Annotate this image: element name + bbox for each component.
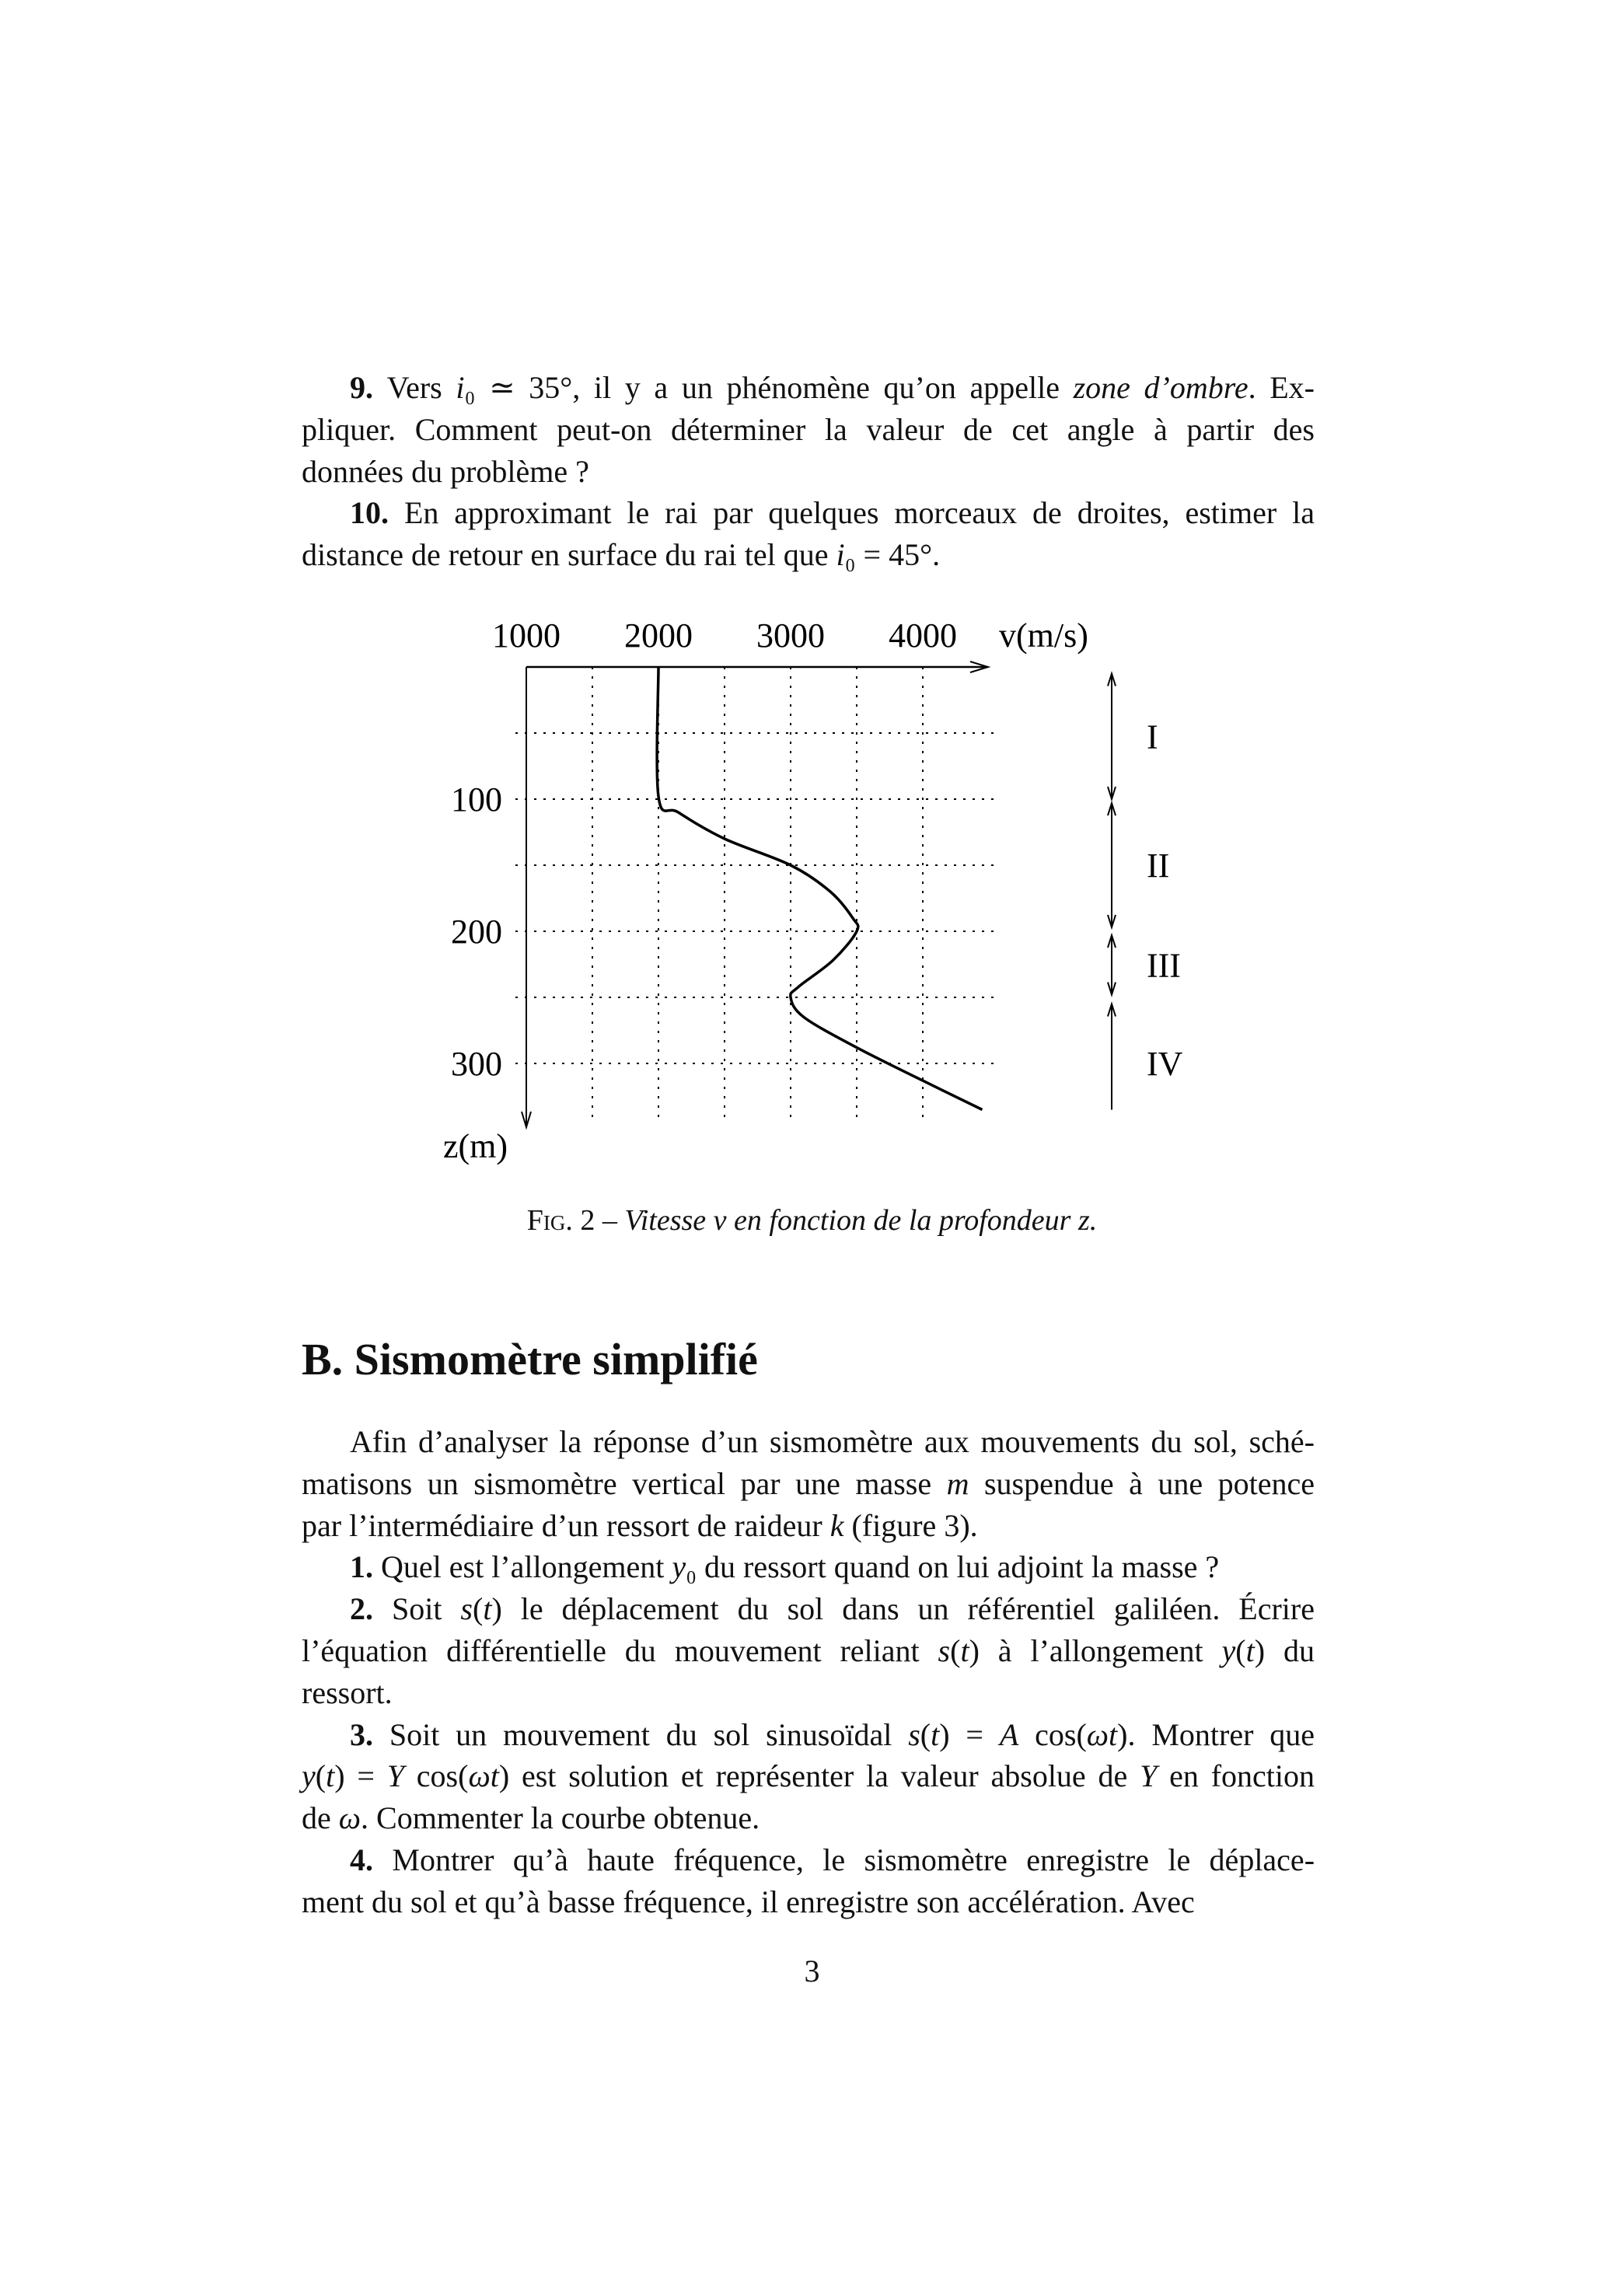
question-number: 4. xyxy=(350,1842,393,1877)
text-segment: ωt xyxy=(1086,1716,1118,1752)
text-segment: suspendue à une potence xyxy=(969,1465,1315,1501)
text-segment: y xyxy=(672,1549,686,1585)
text-segment: t xyxy=(1245,1632,1255,1668)
question-number: 3. xyxy=(350,1716,389,1752)
zone-label: I xyxy=(1147,718,1158,756)
caption-separator: – xyxy=(595,1204,625,1237)
text-segment: ) le déplacement du sol dans un référentiel galiléen. Écrire xyxy=(491,1591,1315,1627)
text-line xyxy=(302,1505,1315,1547)
text-line xyxy=(302,1630,1315,1672)
text-segment: données du problème ? xyxy=(302,453,589,489)
text-segment: ). Montrer que xyxy=(1117,1716,1315,1752)
text-segment: t xyxy=(960,1632,969,1668)
question-number: 2. xyxy=(350,1591,392,1627)
text-segment: A xyxy=(999,1716,1019,1752)
text-segment: l’équation différentielle du mouvement reliant xyxy=(302,1632,938,1668)
text-line xyxy=(302,1672,1315,1714)
text-segment: cos( xyxy=(1018,1716,1087,1752)
x-tick-label: 3000 xyxy=(756,616,825,655)
text-segment: i xyxy=(836,537,845,573)
text-segment: ) = xyxy=(334,1758,387,1794)
text-line xyxy=(302,1881,1315,1923)
y-tick-label: 300 xyxy=(451,1045,502,1083)
x-axis-label: v(m/s) xyxy=(999,616,1088,655)
caption-text: Vitesse v en fonction de la profondeur z. xyxy=(624,1204,1098,1237)
y-axis-label: z(m) xyxy=(443,1127,508,1165)
text-line xyxy=(302,534,1315,576)
question-number: 1. xyxy=(350,1549,381,1585)
text-segment: m xyxy=(946,1465,969,1501)
text-segment: en fonction xyxy=(1157,1758,1315,1794)
x-tick-label: 2000 xyxy=(624,616,693,655)
text-segment: ( xyxy=(1235,1632,1246,1668)
text-segment: par l’intermédiaire d’un ressort de raideur xyxy=(302,1507,830,1543)
text-segment: . Ex- xyxy=(1248,370,1315,405)
text-line xyxy=(302,1463,1315,1505)
text-segment: s xyxy=(938,1632,951,1668)
zone-label: III xyxy=(1147,946,1181,985)
text-line xyxy=(302,367,1315,409)
x-tick-label: 1000 xyxy=(492,616,561,655)
paragraphs-bottom xyxy=(302,1421,1315,1923)
velocity-depth-figure xyxy=(389,606,1205,1174)
y-tick-label: 200 xyxy=(451,913,502,951)
text-segment: y xyxy=(302,1758,316,1794)
text-line xyxy=(302,1797,1315,1839)
page-number: 3 xyxy=(804,1954,820,1988)
text-segment: Soit un mouvement du sol sinusoïdal xyxy=(389,1716,909,1752)
text-segment: Y xyxy=(1140,1758,1158,1794)
text-segment: t xyxy=(326,1758,335,1794)
text-line xyxy=(302,1546,1315,1588)
text-segment: k xyxy=(829,1507,844,1543)
text-segment: ment du sol et qu’à basse fréquence, il enregistre son accélération. Avec xyxy=(302,1884,1195,1919)
text-segment: matisons un sismomètre vertical par une masse xyxy=(302,1465,947,1501)
text-segment: Quel est l’allongement xyxy=(381,1549,672,1585)
text-line xyxy=(302,1588,1315,1630)
text-line xyxy=(302,451,1315,493)
text-line xyxy=(302,1714,1315,1756)
text-segment: ( xyxy=(920,1716,931,1752)
text-segment: cos( xyxy=(403,1758,469,1794)
text-line xyxy=(302,492,1315,534)
text-segment: ( xyxy=(950,1632,961,1668)
section-heading: B. Sismomètre simplifié xyxy=(302,1334,758,1384)
text-segment: Afin d’analyser la réponse d’un sismomètre aux mouvements du sol, sché- xyxy=(350,1424,1315,1459)
text-segment: Vers xyxy=(386,370,456,405)
text-segment: ) du xyxy=(1254,1632,1315,1668)
text-segment: de xyxy=(302,1800,339,1836)
text-segment: ₀ du ressort quand on lui adjoint la masse ? xyxy=(686,1549,1220,1585)
figure-caption xyxy=(0,1203,1624,1238)
text-segment: s xyxy=(460,1591,473,1627)
text-segment: Y xyxy=(386,1758,404,1794)
zone-label: II xyxy=(1147,847,1170,885)
text-segment: (figure 3). xyxy=(843,1507,978,1543)
x-tick-label: 4000 xyxy=(889,616,957,655)
text-line xyxy=(302,1421,1315,1463)
text-segment: ) à l’allongement xyxy=(969,1632,1222,1668)
text-segment: zone d’ombre xyxy=(1073,370,1249,405)
text-segment: ressort. xyxy=(302,1674,393,1710)
text-segment: ) est solution et représenter la valeur absolue de xyxy=(498,1758,1140,1794)
text-segment: s xyxy=(908,1716,920,1752)
velocity-curve xyxy=(657,667,982,1110)
text-segment: Montrer qu’à haute fréquence, le sismomètre enregistre le déplace- xyxy=(392,1842,1315,1877)
questions-top xyxy=(302,367,1315,576)
text-line xyxy=(302,1755,1315,1797)
zone-label: IV xyxy=(1147,1045,1183,1083)
text-segment: pliquer. Comment peut-on déterminer la valeur de cet angle à partir des xyxy=(302,411,1315,447)
text-segment: En approximant le rai par quelques morceaux de droites, estimer la xyxy=(403,495,1315,531)
text-segment: y xyxy=(1221,1632,1236,1668)
text-segment: ₀ ≃ 35°, il y a un phénomène qu’on appelle xyxy=(464,370,1074,405)
text-line xyxy=(302,1839,1315,1881)
question-number: 10. xyxy=(350,495,404,531)
text-segment: Soit xyxy=(391,1591,461,1627)
caption-fig-number: Fig. 2 xyxy=(526,1204,595,1237)
text-segment: ) = xyxy=(939,1716,1000,1752)
text-segment: t xyxy=(483,1591,492,1627)
text-segment: ( xyxy=(472,1591,484,1627)
text-segment: i xyxy=(456,370,465,405)
text-segment: ( xyxy=(315,1758,327,1794)
text-line xyxy=(302,409,1315,451)
text-segment: ω xyxy=(338,1800,361,1836)
y-tick-label: 100 xyxy=(451,780,502,819)
text-segment: distance de retour en surface du rai tel que xyxy=(302,537,836,573)
text-segment: t xyxy=(931,1716,940,1752)
text-segment: . Commenter la courbe obtenue. xyxy=(361,1800,760,1836)
text-segment: ωt xyxy=(468,1758,499,1794)
text-segment: ₀ = 45°. xyxy=(844,537,941,573)
question-number: 9. xyxy=(350,370,387,405)
